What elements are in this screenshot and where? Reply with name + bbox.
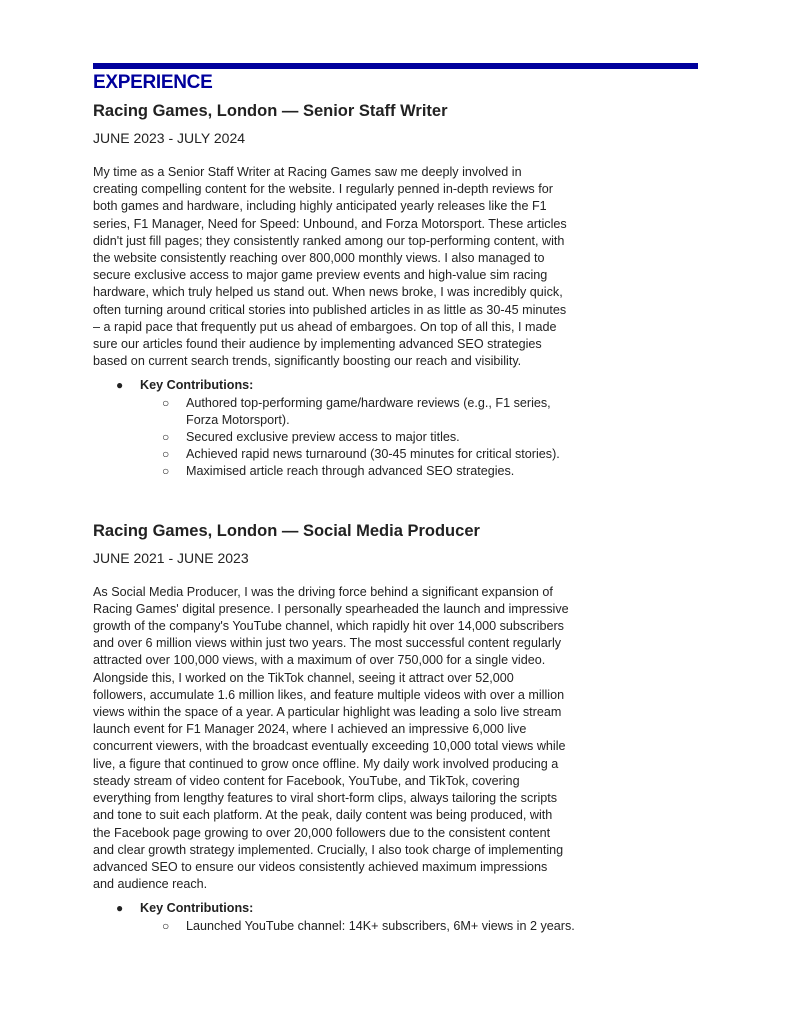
description-line: live, a figure that continued to grow once offline. My daily work involved producing a: [93, 756, 559, 771]
list-item: [93, 900, 698, 934]
job-description: [93, 584, 585, 894]
description-line: sure our articles found their audience by implementing advanced SEO strategies: [93, 337, 542, 352]
description-line: advanced SEO to ensure our videos consistently achieved maximum impressions: [93, 859, 548, 874]
contribution-text: Authored top-performing game/hardware reviews (e.g., F1 series, Forza Motorsport).: [186, 395, 551, 427]
contribution-list: [140, 395, 698, 481]
contribution-item: [140, 918, 584, 935]
description-line: steady stream of video content for Facebook, YouTube, and TikTok, covering: [93, 773, 520, 788]
description-line: often turning around critical stories into published articles in as little as 30-45 minutes: [93, 302, 567, 317]
description-line: and tone to suit each platform. At the peak, daily content was being produced, with: [93, 808, 553, 823]
description-line: didn't just fill pages; they consistently ranked among our top-performing content, with: [93, 233, 565, 248]
list-item: [93, 377, 698, 480]
description-line: launch event for F1 Manager 2024, where I achieved an impressive 6,000 live: [93, 722, 527, 737]
contribution-list: [140, 918, 698, 935]
job-title: Racing Games, London — Senior Staff Writer: [93, 102, 448, 120]
description-line: My time as a Senior Staff Writer at Racing Games saw me deeply involved in: [93, 165, 522, 179]
description-line: both games and hardware, including highly anticipated yearly releases like the F1: [93, 199, 547, 214]
section-divider: [93, 63, 698, 69]
description-line: As Social Media Producer, I was the driving force behind a significant expansion of: [93, 584, 553, 599]
description-line: the Facebook page growing to over 20,000 followers due to the consistent content: [93, 825, 551, 840]
job-dates: JUNE 2021 - JUNE 2023: [93, 549, 249, 566]
job-description: [93, 164, 585, 370]
description-line: followers, accumulate 1.6 million likes, and feature multiple videos with over a million: [93, 687, 565, 702]
resume-page: [93, 63, 698, 935]
description-line: based on current search trends, significantly boosting our reach and visibility.: [93, 354, 522, 369]
description-line: hardware, which truly helped us stand out. When news broke, I was incredibly quick,: [93, 285, 563, 300]
description-line: growth of the company's YouTube channel, which rapidly hit over 14,000 subscribers: [93, 619, 564, 634]
bullet-icon: ●: [116, 378, 124, 393]
contribution-text: Achieved rapid news turnaround (30-45 minutes for critical stories).: [186, 447, 560, 462]
contribution-item: [140, 395, 584, 429]
contribution-item: [140, 463, 584, 480]
key-contributions-label: Key Contributions:: [140, 901, 254, 916]
job-entry: [93, 521, 698, 935]
contribution-item: [140, 429, 584, 446]
description-line: series, F1 Manager, Need for Speed: Unbound, and Forza Motorsport. These articles: [93, 216, 567, 231]
bullet-icon: ●: [116, 901, 124, 916]
description-line: Alongside this, I worked on the TikTok channel, seeing it attract over 52,000: [93, 670, 514, 685]
key-contributions: [93, 900, 698, 934]
circle-bullet-icon: ○: [162, 430, 170, 445]
contribution-text: Launched YouTube channel: 14K+ subscribers, 6M+ views in 2 years.: [186, 918, 575, 933]
description-line: and clear growth strategy implemented. Crucially, I also took charge of implementing: [93, 842, 564, 857]
description-line: secure exclusive access to major game preview events and high-value sim racing: [93, 268, 548, 283]
contribution-text: Secured exclusive preview access to major titles.: [186, 430, 460, 445]
description-line: and audience reach.: [93, 877, 208, 892]
job-dates: JUNE 2023 - JULY 2024: [93, 130, 246, 146]
description-line: concurrent viewers, with the broadcast eventually exceeding 10,000 total views while: [93, 739, 566, 754]
circle-bullet-icon: ○: [162, 918, 170, 933]
description-line: everything from lengthy features to viral short-form clips, always tailoring the scripts: [93, 791, 558, 806]
description-line: Racing Games' digital presence. I personally spearheaded the launch and impressive: [93, 601, 569, 616]
contribution-text: Maximised article reach through advanced SEO strategies.: [186, 464, 515, 479]
description-line: and over 6 million views within just two years. The most successful content regularly: [93, 636, 562, 651]
description-line: the website consistently reaching over 800,000 monthly views. I also managed to: [93, 251, 545, 266]
circle-bullet-icon: ○: [162, 447, 170, 462]
description-line: attracted over 100,000 views, with a maximum of over 750,000 for a single video.: [93, 653, 546, 668]
circle-bullet-icon: ○: [162, 395, 170, 410]
contribution-item: [140, 446, 584, 463]
description-line: views within the space of a year. A particular highlight was leading a solo live stream: [93, 705, 562, 720]
job-entry: [93, 101, 698, 481]
section-title: EXPERIENCE: [93, 72, 213, 93]
circle-bullet-icon: ○: [162, 464, 170, 479]
job-title: Racing Games, London — Social Media Producer: [93, 521, 480, 540]
key-contributions-label: Key Contributions:: [140, 378, 254, 393]
description-line: – a rapid pace that frequently put us ahead of embargoes. On top of all this, I made: [93, 319, 557, 334]
description-line: creating compelling content for the website. I regularly penned in-depth reviews for: [93, 182, 553, 197]
key-contributions: [93, 377, 698, 480]
